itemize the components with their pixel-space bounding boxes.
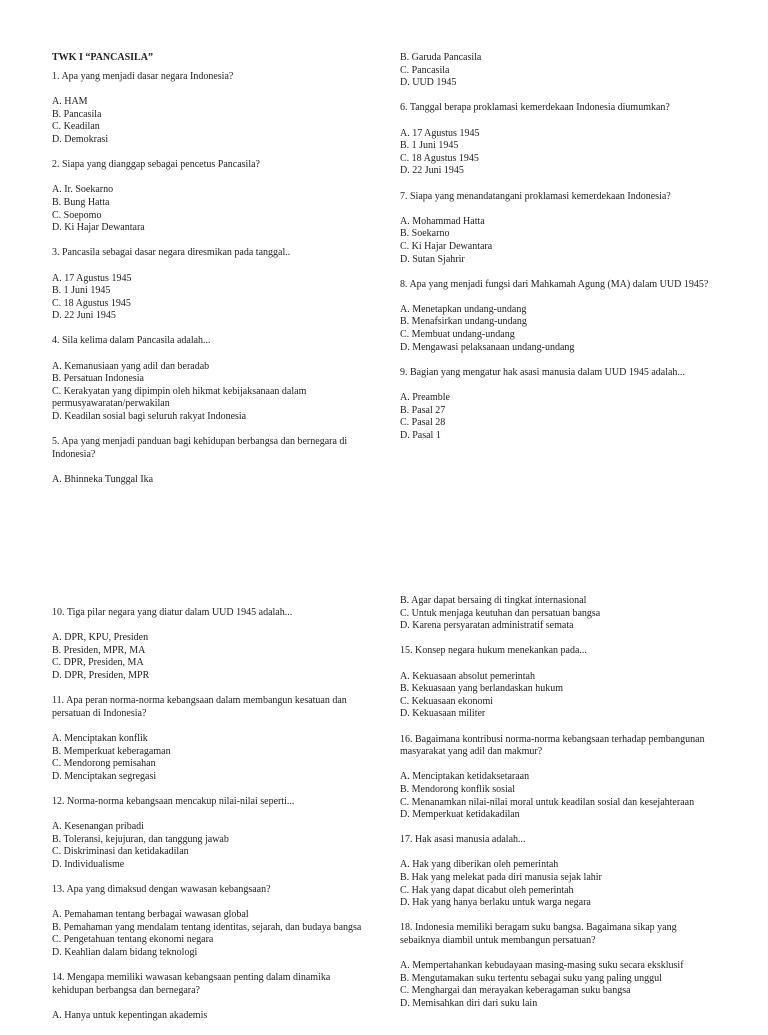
answer-options — [52, 909, 382, 959]
question-text — [52, 607, 382, 620]
text-line: B. Toleransi, kejujuran, dan tanggung jawab — [52, 833, 229, 845]
text-line: D. Hak yang hanya berlaku untuk warga negara — [400, 897, 591, 909]
text-line: D. 22 Juni 1945 — [52, 310, 116, 322]
text-line: B. 1 Juni 1945 — [400, 140, 459, 152]
text-line: A. DPR, KPU, Presiden — [52, 632, 149, 644]
text-line: A. Bhinneka Tunggal Ika — [52, 474, 154, 485]
text-line: D. Memisahkan diri dari suku lain — [400, 998, 538, 1009]
text-line: A. Hak yang diberikan oleh pemerintah — [400, 859, 559, 871]
text-line: C. Keadilan — [52, 121, 100, 133]
question-text — [400, 367, 730, 380]
text-line: D. Pasal 1 — [400, 429, 441, 441]
text-line: D. Kekuasaan militer — [400, 708, 486, 720]
text-line: A. Hanya untuk kepentingan akademis — [52, 1010, 208, 1021]
text-line: 18. Indonesia memiliki beragam suku bangsa. Bagaimana sikap yang — [400, 922, 677, 934]
text-line: kehidupan berbangsa dan bernegara? — [52, 984, 200, 996]
text-line: B. Pemahaman yang mendalam tentang identitas, sejarah, dan budaya bangsa — [52, 921, 362, 933]
text-line: 10. Tiga pilar negara yang diatur dalam UUD 1945 adalah... — [52, 607, 293, 618]
text-line: 8. Apa yang menjadi fungsi dari Mahkamah Agung (MA) dalam UUD 1945? — [400, 278, 709, 290]
question-text — [400, 102, 730, 115]
text-line: D. Keahlian dalam bidang teknologi — [52, 947, 198, 959]
text-line: B. Hak yang melekat pada diri manusia sejak lahir — [400, 872, 602, 884]
page1-left-questions — [52, 71, 382, 499]
question-text — [52, 884, 382, 897]
text-line: C. Soepomo — [52, 209, 102, 221]
text-line: B. Agar dapat bersaing di tingkat internasional — [400, 595, 587, 606]
text-line: A. HAM — [52, 96, 88, 108]
text-line: persatuan di Indonesia? — [52, 707, 147, 719]
page2-left-questions — [52, 607, 382, 1035]
question-text — [400, 834, 730, 847]
text-line: D. UUD 1945 — [400, 77, 457, 89]
text-line: A. 17 Agustus 1945 — [400, 127, 480, 139]
text-line: 9. Bagian yang mengatur hak asasi manusia dalam UUD 1945 adalah... — [400, 366, 685, 378]
answer-options — [52, 1010, 382, 1023]
text-line: 7. Siapa yang menandatangani proklamasi kemerdekaan Indonesia? — [400, 190, 671, 202]
question-text — [52, 247, 382, 260]
text-line: masyarakat yang adil dan makmur? — [400, 746, 543, 758]
text-line: D. Karena persyaratan administratif semata — [400, 620, 574, 632]
answer-options — [52, 361, 382, 424]
text-line: C. Hak yang dapat dicabut oleh pemerintah — [400, 884, 574, 896]
text-line: C. Pancasila — [400, 64, 450, 76]
text-line: 6. Tanggal berapa proklamasi kemerdekaan Indonesia diumumkan? — [400, 102, 670, 114]
answer-options — [400, 859, 730, 909]
text-line: 12. Norma-norma kebangsaan mencakup nilai-nilai seperti... — [52, 795, 295, 807]
answer-options — [400, 771, 730, 821]
text-line: C. 18 Agustus 1945 — [400, 152, 479, 164]
text-line: 5. Apa yang menjadi panduan bagi kehidupan berbangsa dan bernegara di — [52, 436, 348, 448]
text-line: B. Mendorong konflik sosial — [400, 783, 515, 795]
answer-options — [52, 96, 382, 146]
text-line: B. Garuda Pancasila — [400, 52, 482, 63]
text-line: B. Persatuan Indonesia — [52, 373, 144, 385]
text-line: D. 22 Juni 1945 — [400, 165, 464, 177]
text-line: B. Menafsirkan undang-undang — [400, 316, 527, 328]
question-text — [400, 922, 730, 947]
text-line: C. Pasal 28 — [400, 417, 446, 429]
text-line: 14. Mengapa memiliki wawasan kebangsaan penting dalam dinamika — [52, 972, 331, 984]
text-line: C. Menghargai dan merayakan keberagaman suku bangsa — [400, 985, 631, 997]
text-line: C. Kerakyatan yang dipimpin oleh hikmat kebijaksanaan dalam — [52, 385, 307, 397]
text-line: A. 17 Agustus 1945 — [52, 272, 132, 284]
text-line: A. Ir. Soekarno — [52, 184, 114, 196]
text-line: C. Ki Hajar Dewantara — [400, 240, 493, 252]
answer-options — [400, 392, 730, 442]
text-line: A. Kemanusiaan yang adil dan beradab — [52, 360, 210, 372]
text-line: C. Diskriminasi dan ketidakadilan — [52, 846, 189, 858]
question-text — [52, 796, 382, 809]
text-line: sebaiknya diambil untuk membangun persatuan? — [400, 935, 596, 947]
text-line: A. Menciptakan ketidaksetaraan — [400, 771, 530, 783]
answer-options — [52, 474, 382, 487]
answer-options — [400, 216, 730, 266]
text-line: D. Keadilan sosial bagi seluruh rakyat Indonesia — [52, 411, 247, 423]
answer-options — [400, 960, 730, 1010]
text-line: A. Kekuasaan absolut pemerintah — [400, 670, 535, 682]
text-line: A. Preamble — [400, 392, 450, 404]
text-line: C. Mendorong pemisahan — [52, 758, 156, 770]
text-line: D. Mengawasi pelaksanaan undang-undang — [400, 341, 575, 353]
answer-options — [400, 128, 730, 178]
text-line: C. 18 Agustus 1945 — [52, 297, 131, 309]
text-line: B. Kekuasaan yang berlandaskan hukum — [400, 683, 564, 695]
text-line: B. Presiden, MPR, MA — [52, 644, 146, 656]
text-line: C. Membuat undang-undang — [400, 329, 515, 341]
text-line: B. Pasal 27 — [400, 404, 446, 416]
text-line: D. Ki Hajar Dewantara — [52, 222, 145, 234]
text-line: A. Mempertahankan kebudayaan masing-masing suku secara eksklusif — [400, 960, 684, 972]
text-line: B. Memperkuat keberagaman — [52, 745, 171, 757]
text-line: A. Menetapkan undang-undang — [400, 303, 527, 315]
text-line: B. Pancasila — [52, 108, 102, 120]
text-line: B. Soekarno — [400, 228, 450, 240]
text-line: C. Untuk menjaga keutuhan dan persatuan bangsa — [400, 607, 601, 619]
question-text — [52, 159, 382, 172]
text-line: 2. Siapa yang dianggap sebagai pencetus Pancasila? — [52, 159, 260, 171]
text-line: 3. Pancasila sebagai dasar negara diresmikan pada tanggal.. — [52, 247, 291, 259]
text-line: 1. Apa yang menjadi dasar negara Indonesia? — [52, 71, 234, 82]
question-text — [52, 695, 382, 720]
question-text — [52, 436, 382, 461]
text-line: 13. Apa yang dimaksud dengan wawasan kebangsaan? — [52, 884, 271, 896]
question-text — [52, 972, 382, 997]
answer-options — [52, 821, 382, 871]
text-line: 15. Konsep negara hukum menekankan pada... — [400, 645, 587, 657]
answer-options — [400, 304, 730, 354]
text-line: D. DPR, Presiden, MPR — [52, 669, 150, 681]
answer-options — [52, 184, 382, 234]
text-line: D. Demokrasi — [52, 133, 109, 145]
page1-left-column — [52, 52, 382, 65]
question-text — [52, 71, 382, 84]
text-line: D. Memperkuat ketidakadilan — [400, 809, 520, 821]
question-text — [400, 645, 730, 658]
page1-right-questions — [400, 52, 730, 455]
text-line: C. Pengetahuan tentang ekonomi negara — [52, 934, 214, 946]
text-line: 11. Apa peran norma-norma kebangsaan dalam membangun kesatuan dan — [52, 695, 347, 707]
page2-right-questions — [400, 595, 730, 1023]
text-line: B. Mengutamakan suku tertentu sebagai suku yang paling unggul — [400, 972, 662, 984]
text-line: 4. Sila kelima dalam Pancasila adalah... — [52, 335, 211, 347]
answer-options — [52, 632, 382, 682]
text-line: C. Kekuasaan ekonomi — [400, 695, 494, 707]
question-text — [400, 734, 730, 759]
text-line: 17. Hak asasi manusia adalah... — [400, 834, 526, 846]
text-line: B. 1 Juni 1945 — [52, 285, 111, 297]
answer-options — [400, 595, 730, 633]
page-title: TWK I “PANCASILA” — [52, 52, 153, 63]
answer-options — [52, 273, 382, 323]
text-line: A. Kesenangan pribadi — [52, 821, 144, 833]
question-text — [52, 335, 382, 348]
question-text — [400, 279, 730, 292]
answer-options — [400, 671, 730, 721]
text-line: B. Bung Hatta — [52, 196, 110, 208]
text-line: C. Menanamkan nilai-nilai moral untuk keadilan sosial dan kesejahteraan — [400, 796, 695, 808]
text-line: D. Menciptakan segregasi — [52, 770, 157, 782]
answer-options — [400, 52, 730, 90]
text-line: A. Menciptakan konflik — [52, 732, 148, 744]
text-line: A. Pemahaman tentang berbagai wawasan global — [52, 909, 249, 921]
text-line: D. Individualisme — [52, 858, 125, 870]
text-line: Indonesia? — [52, 448, 96, 460]
text-line: A. Mohammad Hatta — [400, 215, 485, 227]
text-line: D. Sutan Sjahrir — [400, 253, 465, 265]
text-line: C. DPR, Presiden, MA — [52, 657, 144, 669]
text-line: 16. Bagaimana kontribusi norma-norma kebangsaan terhadap pembangunan — [400, 733, 705, 745]
text-line: permusyawaratan/perwakilan — [52, 398, 170, 410]
answer-options — [52, 733, 382, 783]
question-text — [400, 191, 730, 204]
